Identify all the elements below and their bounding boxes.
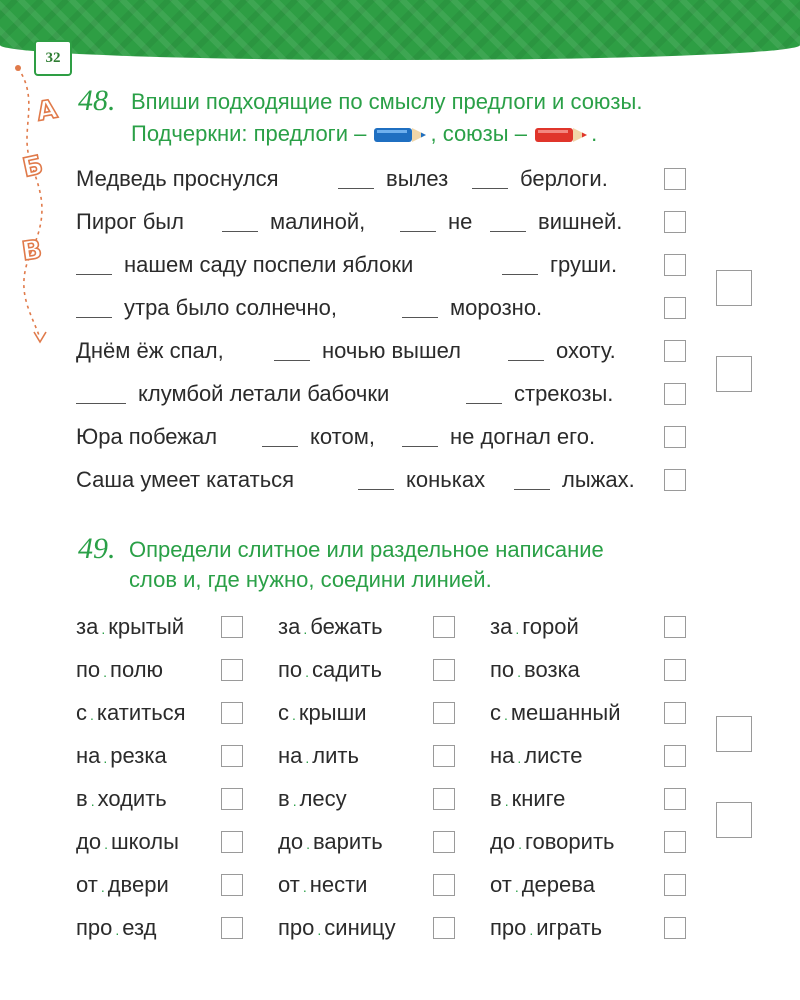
answer-checkbox[interactable] — [664, 383, 686, 405]
blank-line[interactable] — [358, 489, 394, 490]
word-item — [278, 870, 367, 902]
word-item — [490, 741, 582, 773]
answer-checkbox[interactable] — [221, 831, 243, 853]
separator-dot[interactable]: . — [518, 836, 522, 852]
word-stem: дерева — [521, 872, 595, 897]
word-item — [76, 741, 167, 773]
separator-dot[interactable]: . — [305, 664, 310, 680]
word-prefix: в — [278, 786, 290, 811]
answer-checkbox[interactable] — [221, 702, 243, 724]
answer-checkbox[interactable] — [664, 745, 686, 767]
answer-checkbox[interactable] — [664, 659, 686, 681]
answer-checkbox[interactable] — [433, 831, 455, 853]
sentence-text: коньках — [406, 467, 486, 492]
exercise-48-number: 48. — [78, 84, 116, 117]
word-prefix: с — [278, 700, 289, 725]
instruction-period: . — [591, 121, 598, 146]
score-box[interactable] — [716, 802, 752, 838]
blank-line[interactable] — [222, 231, 258, 232]
word-item — [278, 612, 383, 644]
blank-line[interactable] — [262, 446, 298, 447]
sentence-row-8 — [76, 465, 656, 495]
answer-checkbox[interactable] — [433, 745, 455, 767]
separator-dot[interactable]: . — [515, 621, 520, 637]
word-item — [278, 655, 382, 687]
answer-checkbox[interactable] — [221, 745, 243, 767]
word-stem: ходить — [97, 786, 167, 811]
blank-line[interactable] — [466, 403, 502, 404]
word-stem: книге — [511, 786, 566, 811]
answer-checkbox[interactable] — [664, 340, 686, 362]
sentence-row-2 — [76, 207, 656, 237]
word-prefix: с — [76, 700, 87, 725]
blank-line[interactable] — [274, 360, 310, 361]
word-stem: двери — [107, 872, 169, 897]
sentence-text: Юра побежал — [76, 424, 218, 449]
separator-dot[interactable]: . — [317, 922, 322, 938]
separator-dot[interactable]: . — [292, 793, 297, 809]
word-prefix: в — [490, 786, 502, 811]
blank-line[interactable] — [76, 317, 112, 318]
sentence-row-4 — [76, 293, 656, 323]
sentence-text: Пирог был — [76, 209, 184, 234]
word-stem: крытый — [108, 614, 185, 639]
word-item — [76, 612, 184, 644]
word-prefix: до — [490, 829, 516, 854]
page-number: 32 — [34, 40, 72, 76]
answer-checkbox[interactable] — [433, 616, 455, 638]
instruction-prepositions-text: Подчеркни: предлоги – — [131, 121, 367, 146]
exercise-48-instruction-line1: Впиши подходящие по смыслу предлоги и союзы. — [131, 89, 643, 114]
blank-line[interactable] — [472, 188, 508, 189]
word-item — [278, 827, 383, 859]
answer-checkbox[interactable] — [433, 874, 455, 896]
exercise-49-instruction-line1: Определи слитное или раздельное написание — [129, 537, 604, 562]
blank-line[interactable] — [514, 489, 550, 490]
sentence-row-3 — [76, 250, 656, 280]
word-stem: резка — [110, 743, 167, 768]
word-item — [278, 698, 367, 730]
word-stem: катиться — [96, 700, 186, 725]
answer-checkbox[interactable] — [664, 426, 686, 448]
sentence-row-7 — [76, 422, 656, 452]
blank-line[interactable] — [508, 360, 544, 361]
red-pencil-icon — [535, 124, 589, 146]
answer-checkbox[interactable] — [221, 788, 243, 810]
sentence-text: ночью вышел — [322, 338, 461, 363]
word-prefix: про — [490, 915, 527, 940]
separator-dot[interactable]: . — [517, 750, 522, 766]
sentence-text: стрекозы. — [514, 381, 614, 406]
answer-checkbox[interactable] — [221, 659, 243, 681]
word-prefix: по — [278, 657, 303, 682]
word-item — [76, 913, 156, 945]
answer-checkbox[interactable] — [433, 917, 455, 939]
sentence-text: морозно. — [450, 295, 543, 320]
answer-checkbox[interactable] — [664, 168, 686, 190]
sentence-text: берлоги. — [520, 166, 608, 191]
separator-dot[interactable]: . — [306, 836, 310, 852]
answer-checkbox[interactable] — [221, 917, 243, 939]
word-prefix: от — [490, 872, 512, 897]
word-prefix: до — [278, 829, 304, 854]
separator-dot[interactable]: . — [115, 922, 120, 938]
word-stem: играть — [536, 915, 603, 940]
sentence-text: вишней. — [538, 209, 623, 234]
blank-line[interactable] — [402, 317, 438, 318]
separator-dot[interactable]: . — [529, 922, 534, 938]
word-item — [76, 655, 163, 687]
word-item — [278, 913, 396, 945]
word-item — [490, 913, 602, 945]
blank-line[interactable] — [400, 231, 436, 232]
separator-dot[interactable]: . — [90, 793, 95, 809]
sentence-text: охоту. — [556, 338, 616, 363]
word-prefix: по — [490, 657, 515, 682]
word-item — [490, 827, 614, 859]
blank-line[interactable] — [76, 403, 126, 404]
word-prefix: за — [490, 614, 513, 639]
sentence-text: не — [448, 209, 473, 234]
word-prefix: с — [490, 700, 501, 725]
score-box[interactable] — [716, 356, 752, 392]
word-stem: полю — [110, 657, 164, 682]
exercise-48-instruction-line2 — [131, 118, 597, 150]
answer-checkbox[interactable] — [664, 788, 686, 810]
word-prefix: на — [278, 743, 303, 768]
blank-line[interactable] — [338, 188, 374, 189]
word-prefix: на — [76, 743, 101, 768]
word-prefix: по — [76, 657, 101, 682]
answer-checkbox[interactable] — [221, 616, 243, 638]
answer-checkbox[interactable] — [221, 874, 243, 896]
word-prefix: до — [76, 829, 102, 854]
side-letter-v: В — [20, 234, 44, 268]
word-stem: нести — [309, 872, 368, 897]
sentence-text: клумбой летали бабочки — [138, 381, 390, 406]
answer-checkbox[interactable] — [664, 874, 686, 896]
sentence-text: нашем саду поспели яблоки — [124, 252, 414, 277]
answer-checkbox[interactable] — [664, 702, 686, 724]
sentence-text: вылез — [386, 166, 449, 191]
word-stem: мешанный — [510, 700, 621, 725]
word-stem: лесу — [299, 786, 347, 811]
answer-checkbox[interactable] — [664, 616, 686, 638]
word-stem: варить — [312, 829, 383, 854]
word-item — [490, 612, 579, 644]
separator-dot[interactable]: . — [305, 750, 310, 766]
word-item — [490, 784, 565, 816]
word-item — [76, 698, 186, 730]
word-stem: горой — [522, 614, 579, 639]
sentence-text: Саша умеет кататься — [76, 467, 295, 492]
word-stem: синицу — [324, 915, 396, 940]
separator-dot[interactable]: . — [292, 707, 296, 723]
separator-dot[interactable]: . — [103, 750, 108, 766]
separator-dot[interactable]: . — [104, 836, 108, 852]
word-stem: листе — [524, 743, 583, 768]
word-item — [490, 655, 580, 687]
word-prefix: от — [76, 872, 98, 897]
word-prefix: про — [76, 915, 113, 940]
separator-dot[interactable]: . — [100, 879, 105, 895]
word-prefix: от — [278, 872, 300, 897]
header-band — [0, 0, 800, 60]
word-item — [278, 784, 347, 816]
word-stem: крыши — [298, 700, 367, 725]
blue-pencil-icon — [374, 124, 428, 146]
sentence-text: утра было солнечно, — [124, 295, 337, 320]
word-item — [490, 698, 621, 730]
separator-dot[interactable]: . — [303, 621, 308, 637]
blank-line[interactable] — [402, 446, 438, 447]
separator-dot[interactable]: . — [302, 879, 307, 895]
answer-checkbox[interactable] — [664, 297, 686, 319]
word-prefix: на — [490, 743, 515, 768]
answer-checkbox[interactable] — [664, 831, 686, 853]
sentence-text: Медведь проснулся — [76, 166, 279, 191]
separator-dot[interactable]: . — [517, 664, 522, 680]
answer-checkbox[interactable] — [664, 211, 686, 233]
sentence-text: лыжах. — [562, 467, 635, 492]
sentence-text: груши. — [550, 252, 618, 277]
word-prefix: за — [76, 614, 99, 639]
sentence-text: котом, — [310, 424, 375, 449]
sentence-text: не догнал его. — [450, 424, 596, 449]
word-stem: говорить — [524, 829, 615, 854]
sentence-row-5 — [76, 336, 656, 366]
blank-line[interactable] — [490, 231, 526, 232]
answer-checkbox[interactable] — [664, 254, 686, 276]
sentence-text: малиной, — [270, 209, 366, 234]
separator-dot[interactable]: . — [103, 664, 108, 680]
separator-dot[interactable]: . — [504, 707, 508, 723]
word-stem: лить — [312, 743, 359, 768]
sentence-row-1 — [76, 164, 656, 194]
separator-dot[interactable]: . — [504, 793, 509, 809]
sentence-text: Днём ёж спал, — [76, 338, 224, 363]
blank-line[interactable] — [502, 274, 538, 275]
word-stem: бежать — [310, 614, 383, 639]
separator-dot[interactable]: . — [90, 707, 94, 723]
instruction-conjunctions-text: , союзы – — [430, 121, 527, 146]
blank-line[interactable] — [76, 274, 112, 275]
word-prefix: в — [76, 786, 88, 811]
word-item — [76, 784, 167, 816]
answer-checkbox[interactable] — [433, 702, 455, 724]
word-item — [76, 870, 169, 902]
word-stem: езд — [122, 915, 157, 940]
score-box[interactable] — [716, 716, 752, 752]
separator-dot[interactable]: . — [514, 879, 519, 895]
exercise-49-number: 49. — [78, 532, 116, 565]
answer-checkbox[interactable] — [433, 788, 455, 810]
word-stem: садить — [312, 657, 382, 682]
side-letter-a: А — [34, 94, 60, 128]
answer-checkbox[interactable] — [664, 917, 686, 939]
word-item — [76, 827, 179, 859]
sentence-row-6 — [76, 379, 656, 409]
word-stem: возка — [524, 657, 580, 682]
word-item — [490, 870, 595, 902]
word-stem: школы — [110, 829, 179, 854]
score-box[interactable] — [716, 270, 752, 306]
exercise-49-instruction-line2: слов и, где нужно, соедини линией. — [129, 567, 492, 592]
word-prefix: за — [278, 614, 301, 639]
word-prefix: про — [278, 915, 315, 940]
word-item — [278, 741, 359, 773]
separator-dot[interactable]: . — [101, 621, 106, 637]
answer-checkbox[interactable] — [433, 659, 455, 681]
side-letter-b: Б — [20, 150, 46, 184]
answer-checkbox[interactable] — [664, 469, 686, 491]
